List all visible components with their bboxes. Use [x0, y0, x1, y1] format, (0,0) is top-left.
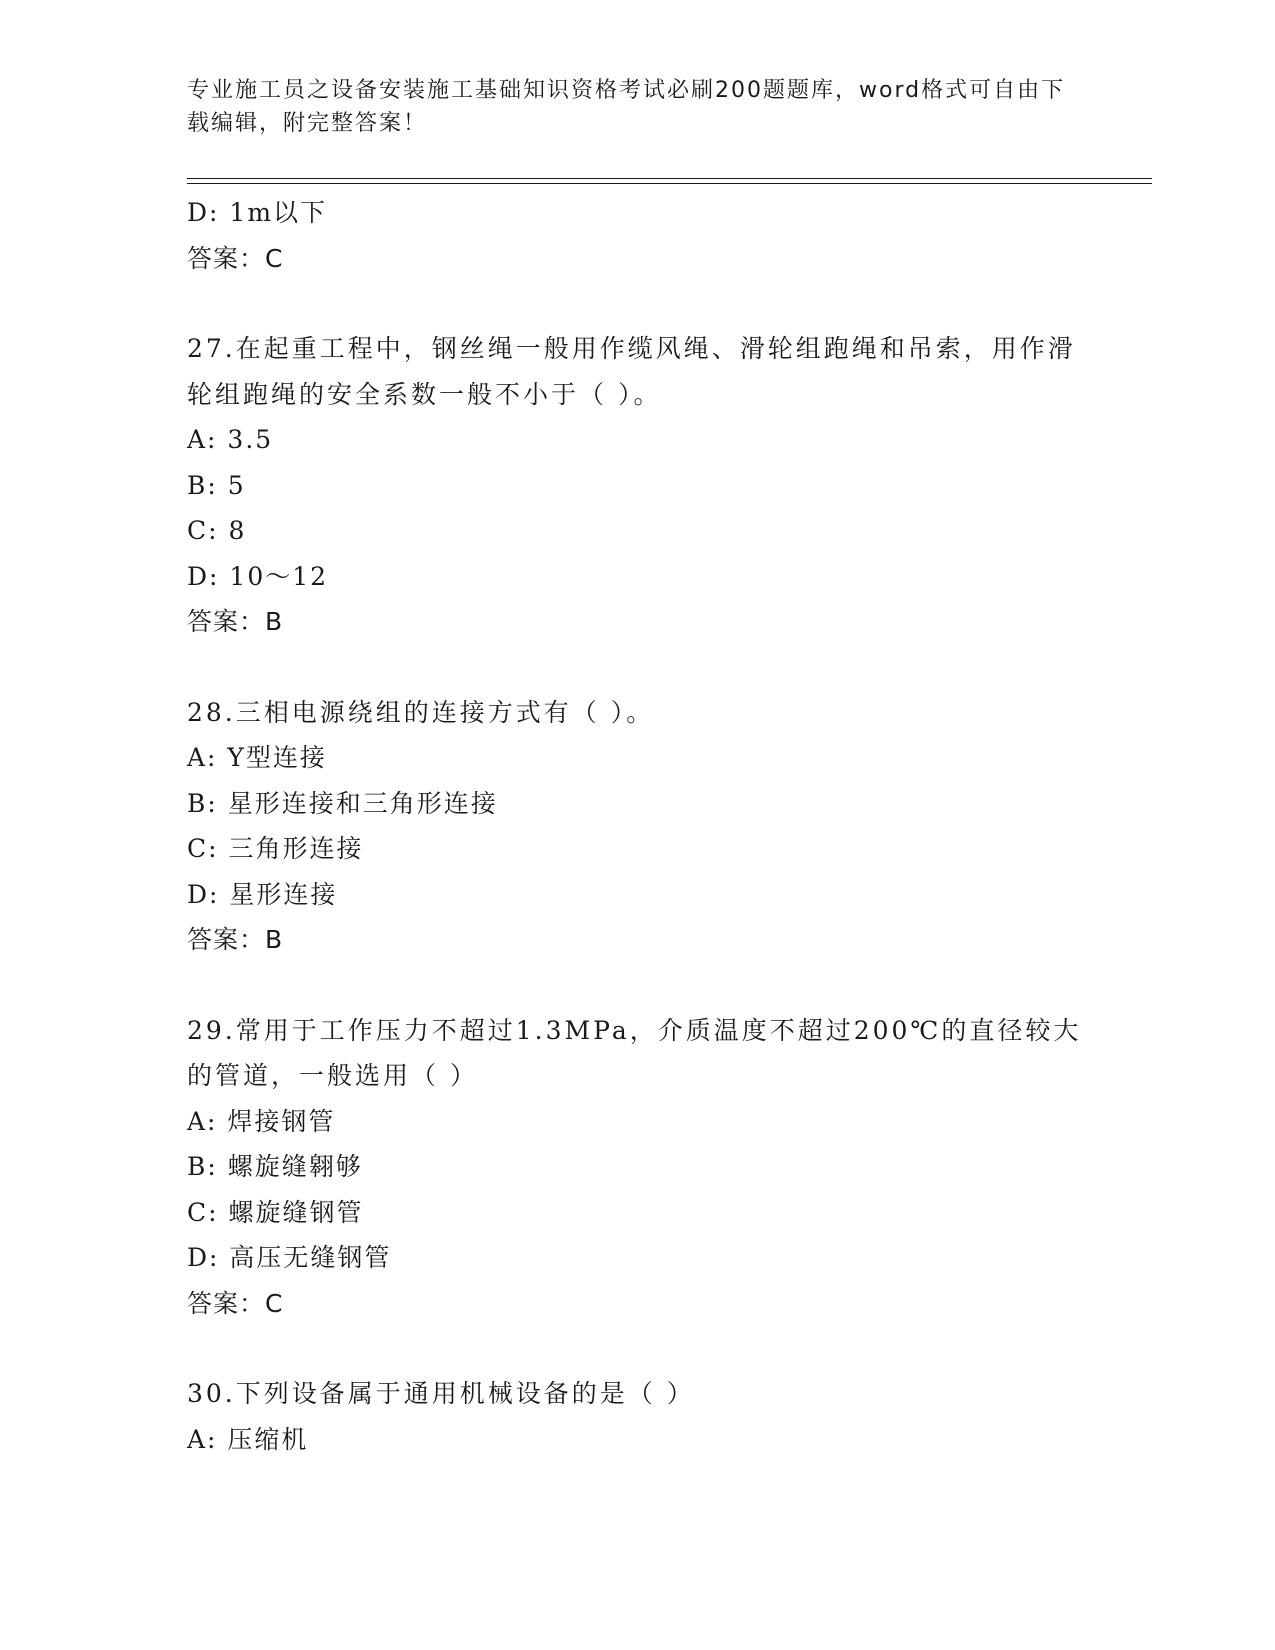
question-item: [187, 1008, 1087, 1327]
document-header: [187, 74, 1067, 140]
question-item: [187, 690, 1087, 963]
question-item: [187, 1371, 1087, 1462]
question-stem: 27.在起重工程中，钢丝绳一般用作缆风绳、滑轮组跑绳和吊索，用作滑轮组跑绳的安全系数一般不小于（ ）。: [187, 334, 1076, 409]
answer-line: 答案：C: [187, 243, 284, 273]
option-line: C: 螺旋缝钢管: [187, 1197, 364, 1227]
option-line: D: 高压无缝钢管: [187, 1243, 392, 1272]
option-line: B: 星形连接和三角形连接: [187, 788, 498, 818]
answer-line: 答案：B: [187, 607, 284, 636]
option-line: A: Y型连接: [187, 743, 327, 772]
option-line: D: 10～12: [187, 561, 329, 591]
option-line: B: 螺旋缝翱够: [187, 1152, 363, 1181]
spacer: [187, 281, 1087, 326]
answer-line: 答案：C: [187, 1288, 284, 1318]
question-stem: 29.常用于工作压力不超过1.3MPa，介质温度不超过200℃的直径较大的管道，一般选用（ ）: [187, 1015, 1082, 1090]
option-line: C: 8: [187, 516, 247, 545]
option-line: D: 星形连接: [187, 879, 338, 909]
spacer: [187, 963, 1087, 1008]
option-line: A: 焊接钢管: [187, 1106, 336, 1136]
question-stem: 30.下列设备属于通用机械设备的是（ ）: [187, 1379, 695, 1408]
option-line: D: 1m以下: [187, 198, 328, 227]
question-stem: 28.三相电源绕组的连接方式有（ ）。: [187, 697, 655, 727]
answer-line: 答案：B: [187, 925, 284, 954]
option-line: A: 压缩机: [187, 1424, 309, 1454]
option-line: A: 3.5: [187, 425, 274, 454]
option-line: C: 三角形连接: [187, 834, 364, 863]
spacer: [187, 1326, 1087, 1371]
header-divider-bottom: [187, 183, 1152, 184]
question-list: [187, 190, 1087, 1462]
question-item: [187, 326, 1087, 645]
header-divider-top: [187, 178, 1152, 179]
option-line: B: 5: [187, 470, 246, 500]
header-title: 专业施工员之设备安装施工基础知识资格考试必刷200题题库，word格式可自由下载编辑，附完整答案！: [187, 78, 1066, 136]
spacer: [187, 645, 1087, 690]
